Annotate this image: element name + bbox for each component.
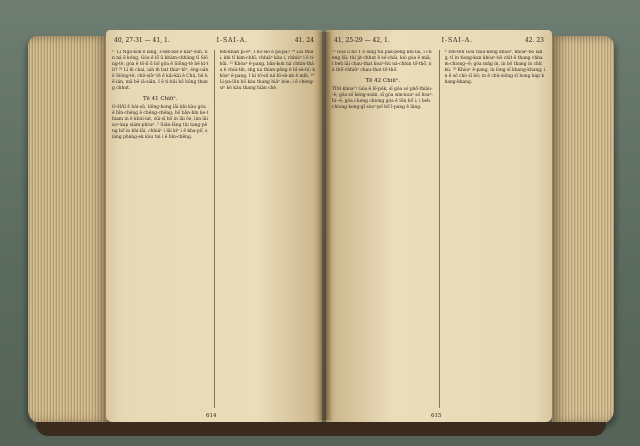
left-col1-text-top: ¹⁷ Lí Ngá-kok ê lâng, I-sek-liát ê kiáⁿ-sun, lín ná ē kóng, Góa ê lō͘ ū khàm-chhàng tī Siōng-tè, góa ê tō-lí ū hō͘ góa ê Siōng-tè bē kì-tit? ²⁸ Lí m̄ chai, iah m̄ bat thiaⁿ-kìⁿ, éng-oán ê Siōng-tè, chō-siâⁿ tē ê kâi-kài ê Chú, bē hē-ián, mā bē ià-siān, I ê tì-hūi bô hông thang chhut. bbox=[112, 50, 209, 91]
left-column-1 bbox=[112, 50, 209, 408]
right-col2-text: ⁴ Teh-teh Góa tsáu-keng khòaⁿ, khòaⁿ-bô lâng; tī in tiong-kan khòaⁿ-bô chi̍t ê thang chham-chiong--ê; góa mn̄g in, in bô thang ìn chi̍t kù. ²⁹ Khòaⁿ ê-pang, in lóng sī khang-khang; in ê só͘ chò sī bô; in ê chù-siōng sī hong kap khang-khang. bbox=[444, 50, 546, 85]
left-column-rule bbox=[214, 50, 215, 408]
right-col1-text-top: ²⁵ Góa ū hō͘ 1 ê lâng tùi pak-pêng khí-lâi, i í-keng lâi; tùi jit-chhut ê só͘-chāi, kiò góa ê miâ; i beh lâi chau-that koaⁿ-hú ná-chhin tô͘-thô͘, ná thô͘-chhiūⁿ chau-that tô͘-thô͘. bbox=[332, 50, 432, 73]
right-chapter-heading: Tē 42 Chiūⁿ. bbox=[365, 78, 401, 84]
right-column-2 bbox=[445, 50, 547, 408]
right-page bbox=[326, 30, 552, 422]
left-col1-text-bottom: O-HÂI ê hái-sū, tiōng-hong lâi khì kàu góa ê bīn-chêng ē chēng-chēng; hō͘ bān-bîn ke-thiam in ê khùi-lat, sûi-sî hō͘ in lâi ōe, lán lâi saⁿ-kap siám-phòaⁿ. ² Sián-lâng tùi tang-pêng hō͘ in khí-lâi, chhiáⁿ i lâi kìⁿ i ê kha-pō͘, siáng pháng-ek kàu tuì i ê bīn-chêng. bbox=[112, 105, 209, 140]
left-page-header bbox=[114, 37, 314, 47]
left-col2-text: teh-khah pí-éⁿ, I hō͘-sió ê pa-pa? ¹⁴ Lâi thiu i, khì tī kim-chhī; chhiáⁿ kàu i, chhiáⁿ i ê tì-hūi. ¹⁵ Khòaⁿ ê-pang, bān-kok ná chhìn-thâu ê chúi-tih, sǹg ná thian-pêng ê bī-sè-tó͘; khòaⁿ ê-pang, I kí tó͘-sū ná bī-sè-ah ê mi̍h. ¹⁶ Li-pa-lûn bô kàu thang hiâⁿ hóe; i ê cheng-siⁿ bô kàu thang hiàn chè. bbox=[219, 50, 315, 91]
left-page-edges bbox=[28, 36, 108, 424]
right-page-number: 615 bbox=[431, 413, 442, 419]
left-page bbox=[106, 30, 322, 422]
right-page-columns bbox=[332, 50, 546, 408]
right-page-header bbox=[334, 37, 544, 47]
book-gutter bbox=[318, 32, 332, 420]
left-column-2 bbox=[220, 50, 317, 408]
book-cover bbox=[36, 422, 606, 436]
right-header-ref-right: 42. 23 bbox=[524, 37, 544, 44]
left-header-ref-right: 41. 24 bbox=[294, 37, 314, 44]
right-col1-text-bottom: TÍM khòaⁿ! Góa ê lô͘-po̍k, sī góa só͘ phō͘-thiàu--ê; góa só͘ kéng-soán, sī góa sim-koaⁿ só͘ hoaⁿ-hí--ê; góa í-keng chiong góa ê Sîn hō͘ i; i beh chiong kong-gī sòaⁿ-pò͘ hō͘ ī-pang ê lâng. bbox=[332, 87, 434, 110]
left-page-number: 614 bbox=[206, 413, 217, 419]
left-chapter-heading: Tē 41 Chiūⁿ. bbox=[142, 96, 178, 102]
left-header-ref: 40, 27-31 — 41, 1. bbox=[114, 37, 170, 44]
right-column-1 bbox=[332, 50, 434, 408]
right-header-book: I-SAI-A. bbox=[441, 37, 474, 44]
right-header-ref: 41, 25-29 — 42, 1. bbox=[334, 37, 390, 44]
left-page-columns bbox=[112, 50, 316, 408]
right-page-edges bbox=[552, 36, 614, 424]
left-header-book: I-SAI-A. bbox=[216, 37, 249, 44]
right-column-rule bbox=[439, 50, 440, 408]
open-bible-book bbox=[28, 28, 614, 430]
